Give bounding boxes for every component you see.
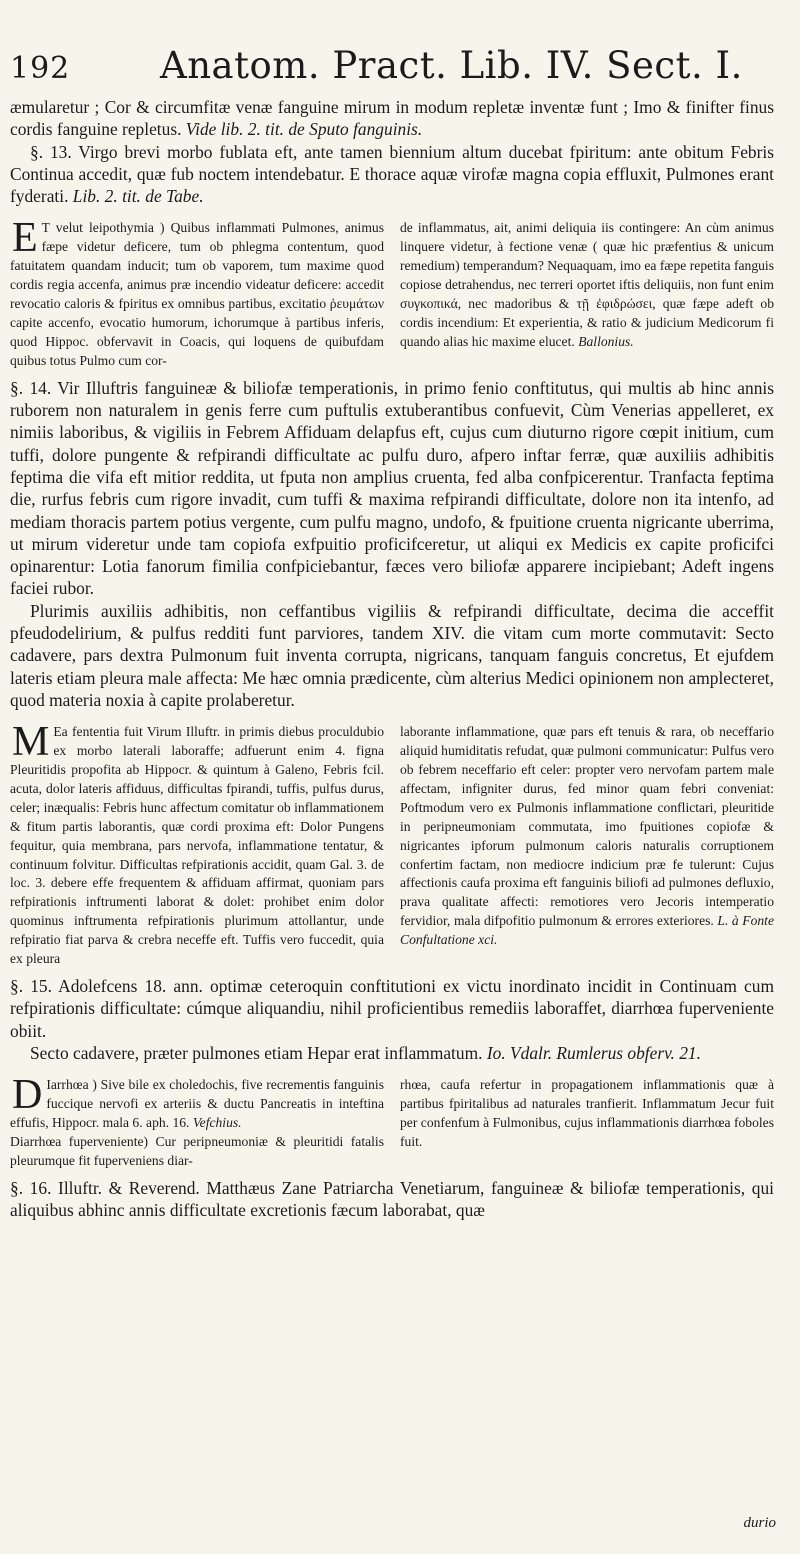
scholia-left-column <box>10 719 384 969</box>
scholia-text: Ea fententia fuit Virum Illuftr. in primis diebus proculdubio ex morbo laterali laboraffe; adfuerunt enim 4. figna Pleuritidis propofita ab Hippocr. & quintum à Galeno, Febris fcil. acuta, dolor lateris affiduus, difficultas fpirandi, tuffis, pulfus durus, celer; inæqualis: Febris hunc affectum comitatur ob inflammationem & fitum partis laborantis, quæ cordi proxima eft: Dolor Pungens fequitur, quia membrana, pars nervofa, inflammatione tentatur, & continuum folvitur. Difficultas refpirationis accidit, quam Gal. 3. de loc. 3. debere effe frequentem & affiduam affirmat, quoniam pars refpirationis inftrumenti laborat & dolet: prohibet enim dolor quominus inftrumenta refpirationis plurimum attollantur, unde refpiratio fiat parva & crebra neceffe eft. Tuffis vero fuccedit, quia ex pleura <box>10 724 384 967</box>
author-reference: L. à Fonte Confultatione xci. <box>400 913 774 948</box>
section-15-continued <box>10 1042 774 1064</box>
scholia-block-2 <box>10 719 774 969</box>
main-text-2 <box>10 377 774 711</box>
drop-cap: M <box>12 719 50 766</box>
paragraph-continued <box>10 96 774 141</box>
drop-cap: E <box>12 215 38 262</box>
scholia-text: Diarrhœa fuperveniente) Cur peripneumoniæ & pleuritidi fatalis pleurumque fit fuperveniens diar- <box>10 1133 384 1168</box>
cross-reference: Vide lib. 2. tit. de Sputo fanguinis. <box>185 119 423 140</box>
paragraph-text: Secto cadavere, præter pulmones etiam Hepar erat inflammatum. <box>30 1042 483 1063</box>
main-text <box>10 96 774 207</box>
scholia-left-column <box>10 1072 384 1171</box>
cross-reference: Lib. 2. tit. de Tabe. <box>72 186 204 207</box>
section-text: §. 13. Virgo brevi morbo fublata eft, ante tamen biennium altum ducebat fpiritum: ante obitum Febris Continua accedit, quæ fub noctem intendebatur. E thorace aquæ virofæ magna copia effluxit, Pulmones erant fyderati. <box>10 141 774 207</box>
main-text-4 <box>10 1177 774 1222</box>
paragraph-text: æmularetur ; Cor & circumfitæ venæ fanguine mirum in modum repletæ inventæ funt ; Imo & finifter finus cordis fanguine repletus. <box>10 97 774 140</box>
scholia-right-column <box>400 1076 774 1171</box>
scholia-text: Iarrhœa ) Sive bile ex choledochis, five recrementis fanguinis fuccique nervofi ex arteriis & ductu Pancreatis in inteftina effufis, Hippocr. mala 6. aph. 16. <box>10 1077 384 1130</box>
author-reference: Ballonius. <box>578 333 634 349</box>
author-reference: Io. Vdalr. Rumlerus obferv. 21. <box>486 1042 701 1063</box>
page-number: 192 <box>10 51 71 86</box>
scholia-text: rhœa, caufa refertur in propagationem inflammationis quæ à partibus fpiritalibus ad naturales tranfierit. Inflammatum Jecur fuit per confenfum à Fulmonibus, cujus inflammationis diarrhœa foboles fuit. <box>400 1077 774 1149</box>
section-14: §. 14. Vir Illuftris fanguineæ & biliofæ temperationis, in primo fenio conftitutus, qui multis ab hinc annis ruborem non naturalem in genis ferre cum puftulis extuberantibus confuevit, Cùm Venerias appelleret, ex nimiis laboribus, & vigiliis in Febrem Affiduam delapfus eft, cujus cum diuturno rigore cœpit initium, cum tuffi, dolore pungente & refpirandi difficultate ac pulfu duro, afpero inftar ferræ, quæ auxiliis adhibitis feptima die vifa eft mitior reddita, ut fputa non amplius cruenta, fed alba confpicerentur. Tranfacta feptima die, rurfus febris cum rigore invadit, cum tuffi & maxima refpirandi difficultate, dolore non ita intenfo, ad mediam thoracis partem potius vergente, cum pulfu magno, undofo, & fpuitione cruenta nigricante uberrima, ut mirum videretur unde tam copiofa exfpuitio proficifceretur, ut aliqui ex Medicis ex capite proficifci opinarentur: Lotia fanorum fimilia confpiciebantur, fæces vero biliofæ apparere incipiebant; Adeft ingens faciei rubor. <box>10 377 774 599</box>
author-reference: Vefchius. <box>192 1114 242 1130</box>
running-title: Anatom. Pract. Lib. IV. Sect. I. <box>160 44 743 87</box>
drop-cap: D <box>12 1072 43 1119</box>
scholia-text: de inflammatus, ait, animi deliquia iis contingere: An cùm animus linquere videtur, à fectione venæ ( quæ hic præfentius & unicum remedium) temperandum? Nequaquam, imo ea fæpe repetita fanguis copiose detrahendus, nec terreri oportet iftis deliquiis, non funt enim συγκοπικά, nec madoribus & τῇ ἐφιδρώσει, quæ fæpe adeft ob cordis incendium: Et experientia, & ratio & judicium Medicorum fi quando alias hic maxime elucet. <box>400 220 774 349</box>
scholia-text: laborante inflammatione, quæ pars eft tenuis & rara, ob neceffario aliquid humiditatis refudat, quæ pulmoni communicatur: Pulfus vero ob febrem neceffario eft celer: propter vero nervofam partem male affectam, infigniter durus, fed minor quam febri conveniat: Poftmodum vero ex Pulmonis inflammatione conflictari, pleuritide in peripneumoniam commutata, imo fpuitiones copiofæ & nigricantes ipforum pulmonum caloris naturalis corruptionem confertim factam, non mediocre indicium præ fe tulerunt: Cujus affectionis caufa proxima eft fanguinis biliofi ad pulmones defluxio, prava qualitate affecti: remotiores vero Jecoris intemperatio fervidior, mala difpofitio pulmonum & errores exteriores. <box>400 724 774 929</box>
section-13 <box>10 141 774 208</box>
scholia-left-column <box>10 215 384 370</box>
catchword: durio <box>743 1515 776 1531</box>
scholia-right-column <box>400 219 774 370</box>
scholia-block-3 <box>10 1072 774 1171</box>
scholia-block-1 <box>10 215 774 370</box>
section-16: §. 16. Illuftr. & Reverend. Matthæus Zane Patriarcha Venetiarum, fanguineæ & biliofæ temperationis, qui aliquibus abhinc annis difficultate excretionis fæcum laborabat, quæ <box>10 1177 774 1220</box>
page-header <box>10 44 774 96</box>
section-15: §. 15. Adolefcens 18. ann. optimæ ceteroquin conftitutioni ex victu inordinato incidit in Continuam cum refpirationis difficultate: cúmque aliquandiu, nihil proficientibus remediis laboraffet, diarrhœa fuperveniente obiit. <box>10 975 774 1041</box>
scholia-text: T velut leipothymia ) Quibus inflammati Pulmones, animus fæpe videtur deficere, tum ob phlegma contentum, quod fatuitatem quandam inducit; tum ob vaporem, tum maxime quod cordis regia accenfa, animus præ incendio videatur deficere: accedit revocatio caloris & fpiritus ex omnibus partibus, excitatio ῥευμάτων capite accenfo, evocatio humorum, ichorumque à partibus inferis, quod Hippoc. obfervavit in Coacis, qui loquens de quibufdam quibus totus Pulmo cum cor- <box>10 220 384 368</box>
main-text-3 <box>10 975 774 1064</box>
section-14-continued: Plurimis auxiliis adhibitis, non ceffantibus vigiliis & refpirandi difficultate, decima die acceffit pfeudodelirium, & pulfus redditi funt parviores, tandem XIV. die vitam cum morte commutavit: Secto cadavere, pars dextra Pulmonum fuit inventa corrupta, nigricans, tanquam fanguis concretus, Et ejufdem lateris etiam pleura male affecta: Me hæc omnia prædicente, cùm alterius Medici opinionem non amplecteret, quod materia noxia à capite prolaberetur. <box>10 600 774 710</box>
scholia-right-column <box>400 723 774 969</box>
